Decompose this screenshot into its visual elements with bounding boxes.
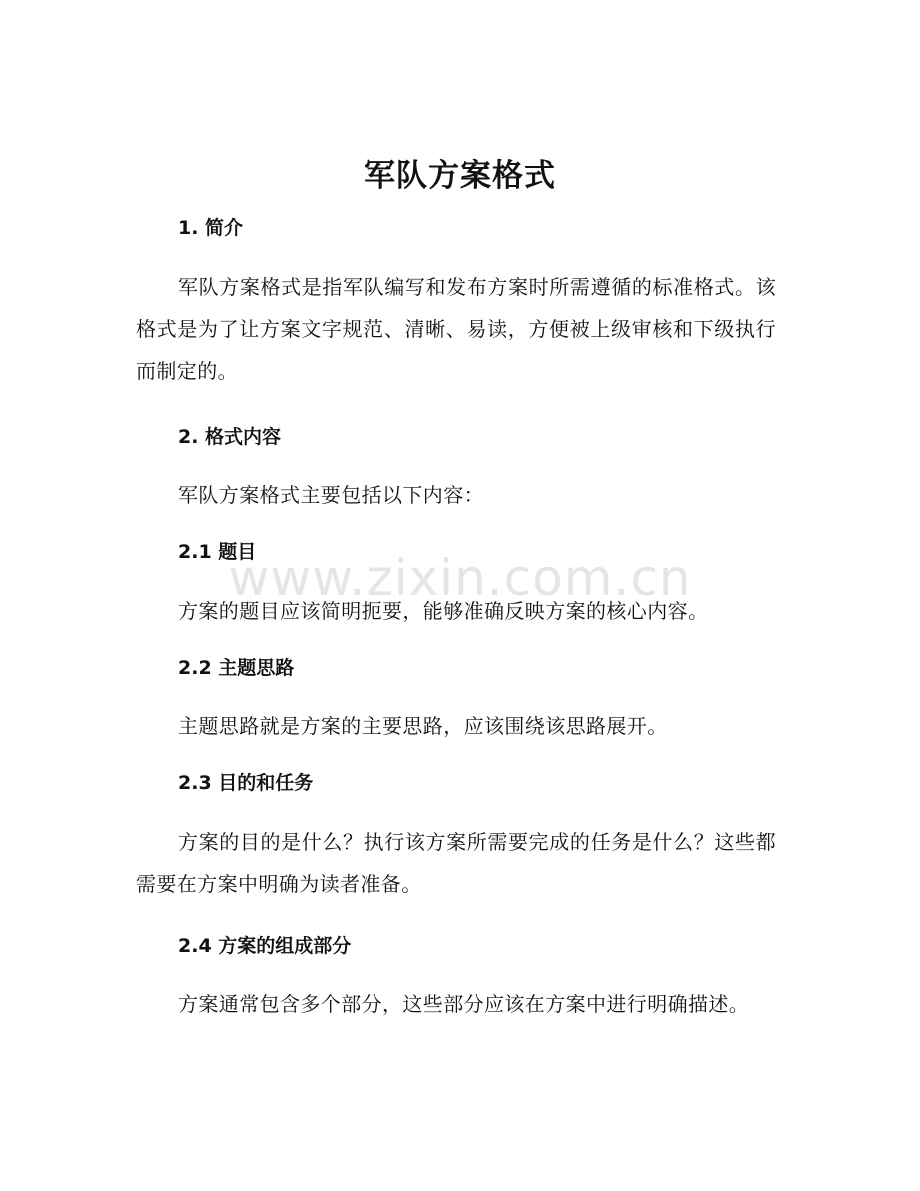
watermark-text: www.zixin.com.cn	[228, 549, 692, 607]
section-paragraph-intro: 军队方案格式是指军队编写和发布方案时所需遵循的标准格式。该格式是为了让方案文字规范、清晰、易读，方便被上级审核和下级执行而制定的。	[136, 275, 776, 383]
section-paragraph-goals: 方案的目的是什么？执行该方案所需要完成的任务是什么？这些都需要在方案中明确为读者准备。	[136, 830, 776, 896]
document-title: 军队方案格式	[364, 158, 556, 194]
section-heading-components: 2.4 方案的组成部分	[178, 935, 352, 957]
section-heading-format-content: 2. 格式内容	[178, 426, 282, 448]
section-heading-intro: 1. 简介	[178, 217, 244, 239]
section-paragraph-title: 方案的题目应该简明扼要，能够准确反映方案的核心内容。	[178, 599, 709, 623]
section-paragraph-components: 方案通常包含多个部分，这些部分应该在方案中进行明确描述。	[178, 992, 750, 1016]
section-paragraph-format-content: 军队方案格式主要包括以下内容：	[178, 483, 484, 507]
section-paragraph-theme: 主题思路就是方案的主要思路，应该围绕该思路展开。	[178, 714, 668, 738]
section-heading-goals: 2.3 目的和任务	[178, 772, 314, 794]
section-heading-title: 2.1 题目	[178, 541, 257, 563]
section-heading-theme: 2.2 主题思路	[178, 657, 295, 679]
